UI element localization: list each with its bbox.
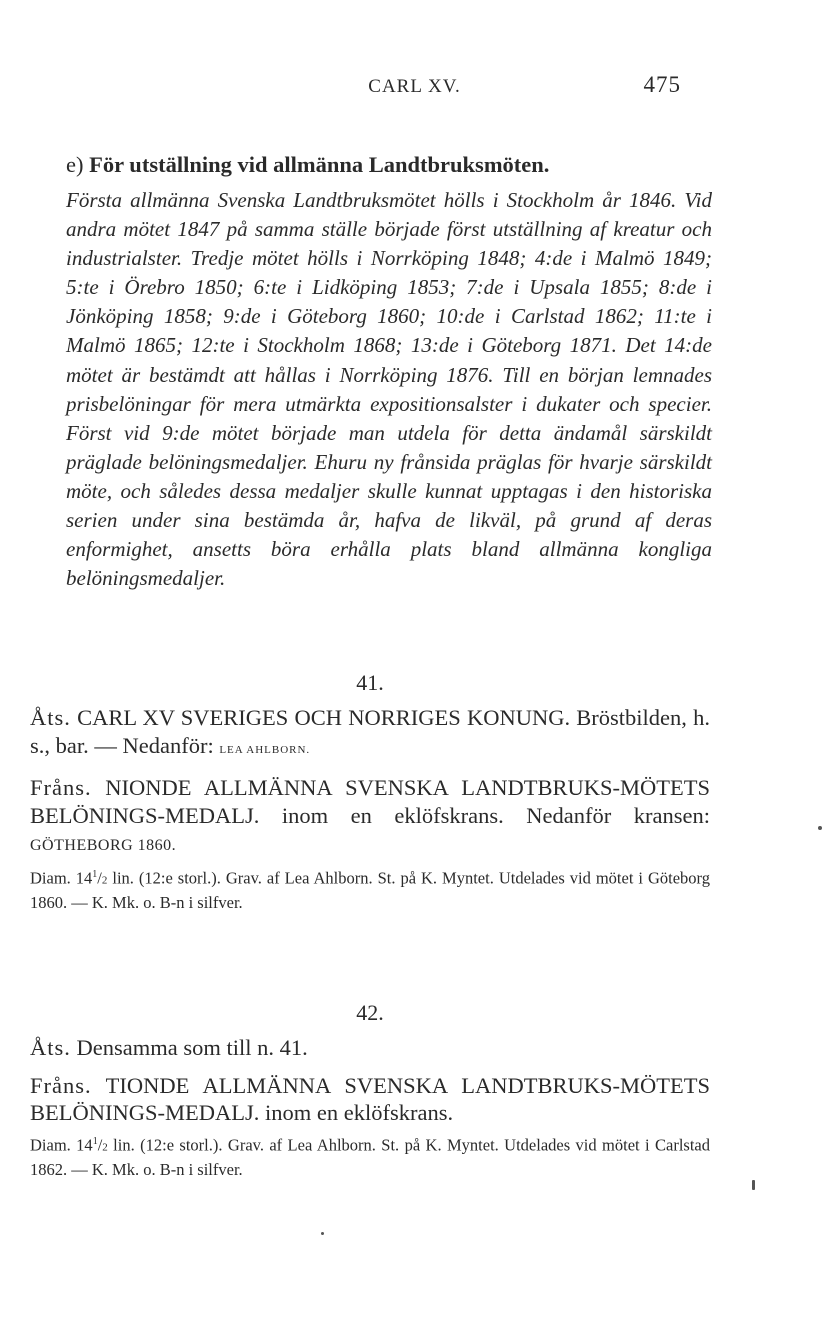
medal-entry-42 — [30, 1000, 710, 1181]
desc-frac-den: 2 — [101, 874, 108, 886]
reverse-exergue: GÖTHEBORG 1860. — [30, 837, 177, 854]
obverse-text: Densamma som till n. 41. — [76, 1035, 308, 1060]
page-header — [0, 72, 829, 102]
section-label: e) — [66, 152, 84, 177]
medal-number: 42. — [356, 1000, 384, 1025]
desc-frac-num: 1 — [92, 868, 98, 880]
section-title: För utställning vid allmänna Landtbruksmöten. — [89, 152, 550, 177]
obverse-line — [30, 1034, 710, 1062]
intro-paragraph — [66, 178, 712, 593]
obverse-line — [30, 704, 710, 764]
reverse-line — [30, 1072, 710, 1127]
medal-number: 41. — [356, 670, 384, 695]
print-speck — [321, 1232, 324, 1235]
obverse-label: Åts. — [30, 705, 71, 730]
page-number: 475 — [643, 72, 681, 97]
print-speck — [752, 1180, 755, 1190]
medal-description: Diam. $14^1/2$ lin. (12:e storl.). Grav. af Lea Ahlborn. St. på K. Myntet. Utdelades vid mötet i Carlstad 1862. — K. Mk. o. B-n i silfver. — [30, 1135, 710, 1179]
desc-rest: lin. (12:e storl.). Grav. af Lea Ahlborn. St. på K. Myntet. Utdelades vid mötet i Carlstad 1862. — K. Mk. o. B-n i silfver. — [30, 1135, 710, 1179]
medal-entry-41 — [30, 670, 710, 914]
desc-diameter: Diam. 14 — [30, 868, 93, 887]
medal-description: Diam. $14^1/2$ lin. (12:e storl.). Grav. af Lea Ahlborn. St. på K. Myntet. Utdelades vid mötet i Göteborg 1860. — K. Mk. o. B-n i silfver. — [30, 868, 710, 912]
reverse-label: Fråns. — [30, 775, 92, 800]
obverse-desc: Bröstbilden, h. s., bar. — Nedanför: — [30, 705, 711, 758]
obverse-signature: LEA AHLBORN. — [219, 743, 311, 756]
desc-frac-den: 2 — [102, 1141, 108, 1153]
intro-text: Första allmänna Svenska Landtbruksmötet hölls i Stockholm år 1846. Vid andra mötet 1847 på samma ställe började först utställning af kreatur och industrialster. Tredje mötet hölls i Norrköping 1848; 4:de i Malmö 1849; 5:te i Örebro 1850; 6:te i Lidköping 1853; 7:de i Upsala 1855; 8:de i Jönköping 1858; 9:de i Göteborg 1860; 10:de i Carlstad 1862; 11:te i Malmö 1865; 12:te i Stockholm 1868; 13:de i Göteborg 1871. Det 14:de mötet är bestämdt att hållas i Norrköping 1876. Till en början lemnades prisbelöningar för mera utmärkta expositionsalster i dukater och specier. Först vid 9:de mötet började man utdela för detta ändamål särskildt präglade belöningsmedaljer. Ehuru ny frånsida präglas för hvarje särskildt möte, och således dessa medaljer skulle kunnat upptagas i den historiska serien under sina bestämda år, hafva de likväl, på grund af deras enformighet, ansetts böra erhålla plats bland allmänna kongliga belöningsmedaljer. — [66, 188, 712, 591]
desc-diameter: Diam. 14 — [30, 1135, 93, 1154]
print-speck — [818, 826, 822, 830]
obverse-label: Åts. — [30, 1035, 71, 1060]
reverse-line — [30, 774, 710, 860]
reverse-label: Fråns. — [30, 1072, 92, 1098]
obverse-text: CARL XV SVERIGES OCH NORRIGES KONUNG. — [77, 705, 571, 730]
desc-rest: lin. (12:e storl.). Grav. af Lea Ahlborn. St. på K. Myntet. Utdelades vid mötet i Göteborg 1860. — K. Mk. o. B-n i silfver. — [30, 868, 710, 912]
section-heading — [66, 152, 766, 178]
desc-frac-num: 1 — [92, 1135, 98, 1147]
running-head: CARL XV. — [368, 76, 461, 97]
reverse-text: NIONDE ALLMÄNNA SVENSKA LANDTBRUKS-MÖTETS BELÖNINGS-MEDALJ. inom en eklöfskrans. Nedanför kransen: — [30, 775, 711, 828]
reverse-text: TIONDE ALLMÄNNA SVENSKA LANDTBRUKS-MÖTETS BELÖNINGS-MEDALJ. inom en eklöfskrans. — [30, 1072, 711, 1125]
